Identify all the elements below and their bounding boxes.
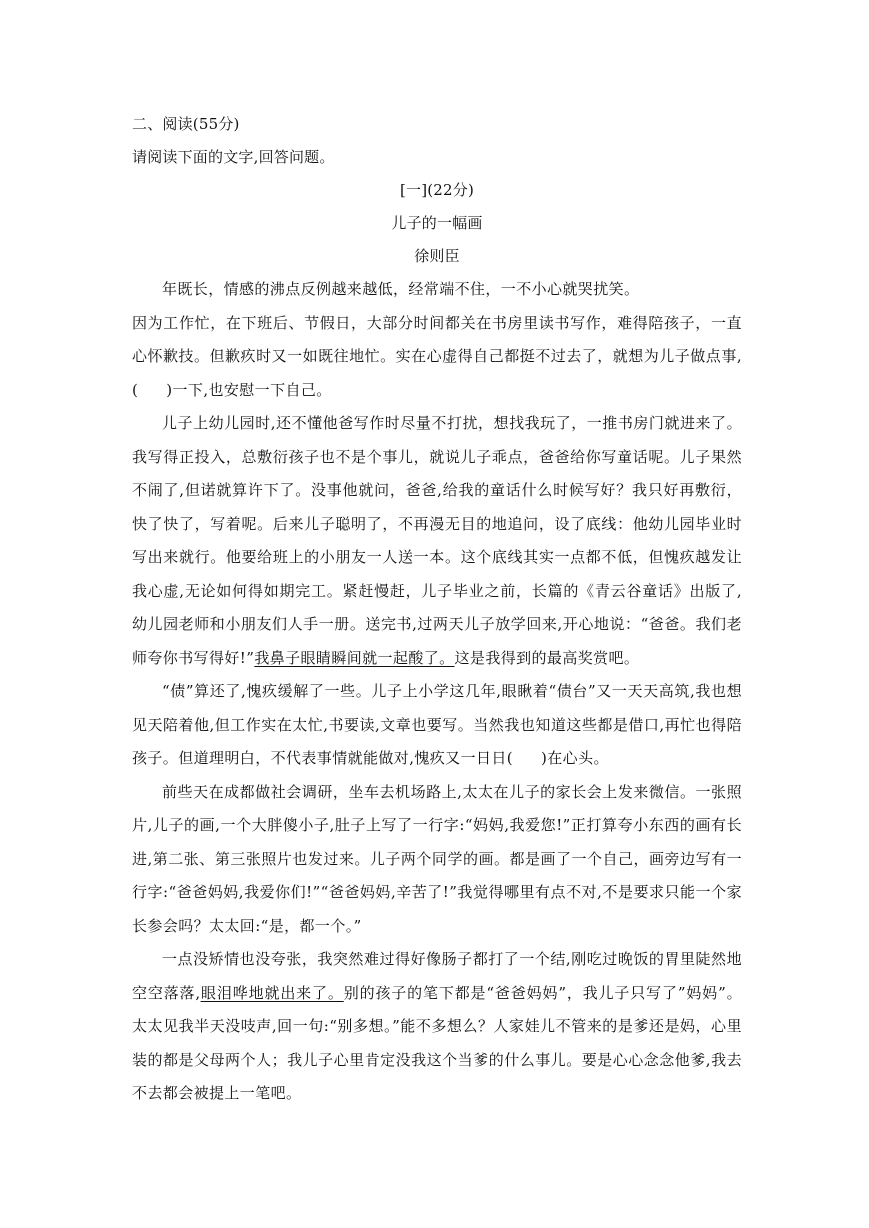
paragraph-6-text-a: 一点没矫情也没夸张，我突然难过得好像肠子都打了一个结,刚吃过晚饭的胃里陡然地空空落落, (132, 950, 742, 1002)
document-page (132, 108, 742, 1111)
paragraph-3-text-b: 这是我得到的最高奖赏吧。 (454, 648, 640, 667)
paragraph-3-text-a: 儿子上幼儿园时,还不懂他爸写作时尽量不打扰，想找我玩了，一推书房门就进来了。我写得正投入，总敷衍孩子也不是个事儿，就说儿子乖点，爸爸给你写童话呢。儿子果然不闹了,但诺就算许下了。没事他就问，爸爸,给我的童话什么时候写好？我只好再敷衍，快了快了，写着呢。后来儿子聪明了，不再漫无目的地追问，设了底线：他幼儿园毕业时写出来就行。他要给班上的小朋友一人送一本。这个底线其实一点都不低，但愧疚越发让我心虚,无论如何得如期完工。紧赶慢赶，儿子毕业之前，长篇的《青云谷童话》出版了,幼儿园老师和小朋友们人手一册。送完书,过两天儿子放学回来,开心地说：“爸爸。我们老师夸你书写得好!” (132, 414, 742, 667)
paragraph-3 (132, 407, 742, 675)
paragraph-4-text-b: )在心头。 (541, 749, 609, 767)
reading-instruction: 请阅读下面的文字,回答问题。 (132, 148, 335, 166)
article-author: 徐则臣 (414, 247, 460, 265)
paragraph-4 (132, 675, 742, 776)
paragraph-6-text-b: 别的孩子的笔下都是“爸爸妈妈”，我儿子只写了”妈妈”。 太太见我半天没吱声,回一句:“别多想。”能不多想么？人家娃儿不管来的是爹还是妈，心里装的都是父母两个人；我儿子心里肯定没我这个当爹的什么事儿。要是心心念念他爹,我去不去都会被提上一笔吧。 (132, 983, 742, 1102)
paragraph-1: 年既长，情感的沸点反例越来越低，经常端不住，一不小心就哭扰笑。 (162, 280, 640, 298)
section-heading: 二、阅读(55分) (132, 115, 240, 133)
underlined-sentence-2: 眼泪哗地就出来了。 (200, 983, 344, 1002)
article-title: 儿子的一幅画 (391, 214, 483, 232)
part-label: [一](22分) (399, 181, 475, 199)
underlined-sentence-1: 我鼻子眼睛瞬间就一起酸了。 (254, 648, 455, 667)
paragraph-5: 前些天在成都做社会调研，坐车去机场路上,太太在儿子的家长会上发来微信。一张照片,儿子的画,一个大胖傻小子,肚子上写了一行字:“妈妈,我爱您!”正打算夸小东西的画有长进,第二张、第三张照片也发过来。儿子两个同学的画。都是画了一个自己，画旁边写有一行字:“爸爸妈妈,我爱你们!”“爸爸妈妈,辛苦了!”我觉得哪里有点不对,不是要求只能一个家长参会吗？太太回:“是，都一个。” (132, 782, 742, 935)
paragraph-6 (132, 943, 742, 1111)
paragraph-2-text-b: )一下,也安慰一下自己。 (166, 380, 332, 399)
paragraph-2 (132, 307, 742, 408)
paragraph-2-text-a: 因为工作忙，在下班后、节假日，大部分时间都关在书房里读书写作，难得陪孩子，一直心怀歉技。但歉疚时又一如既往地忙。实在心虚得自己都挺不过去了，就想为儿子做点事,( (132, 313, 742, 399)
paragraph-4-text-a: “债”算还了,愧疚缓解了一些。儿子上小学这几年,眼瞅着“债台”又一天天高筑,我也想见天陪着他,但工作实在太忙,书要读,文章也要写。当然我也知道这些都是借口,再忙也得陪孩子。但道理明白，不代表事情就能做对,愧疚又一日日( (132, 682, 742, 767)
